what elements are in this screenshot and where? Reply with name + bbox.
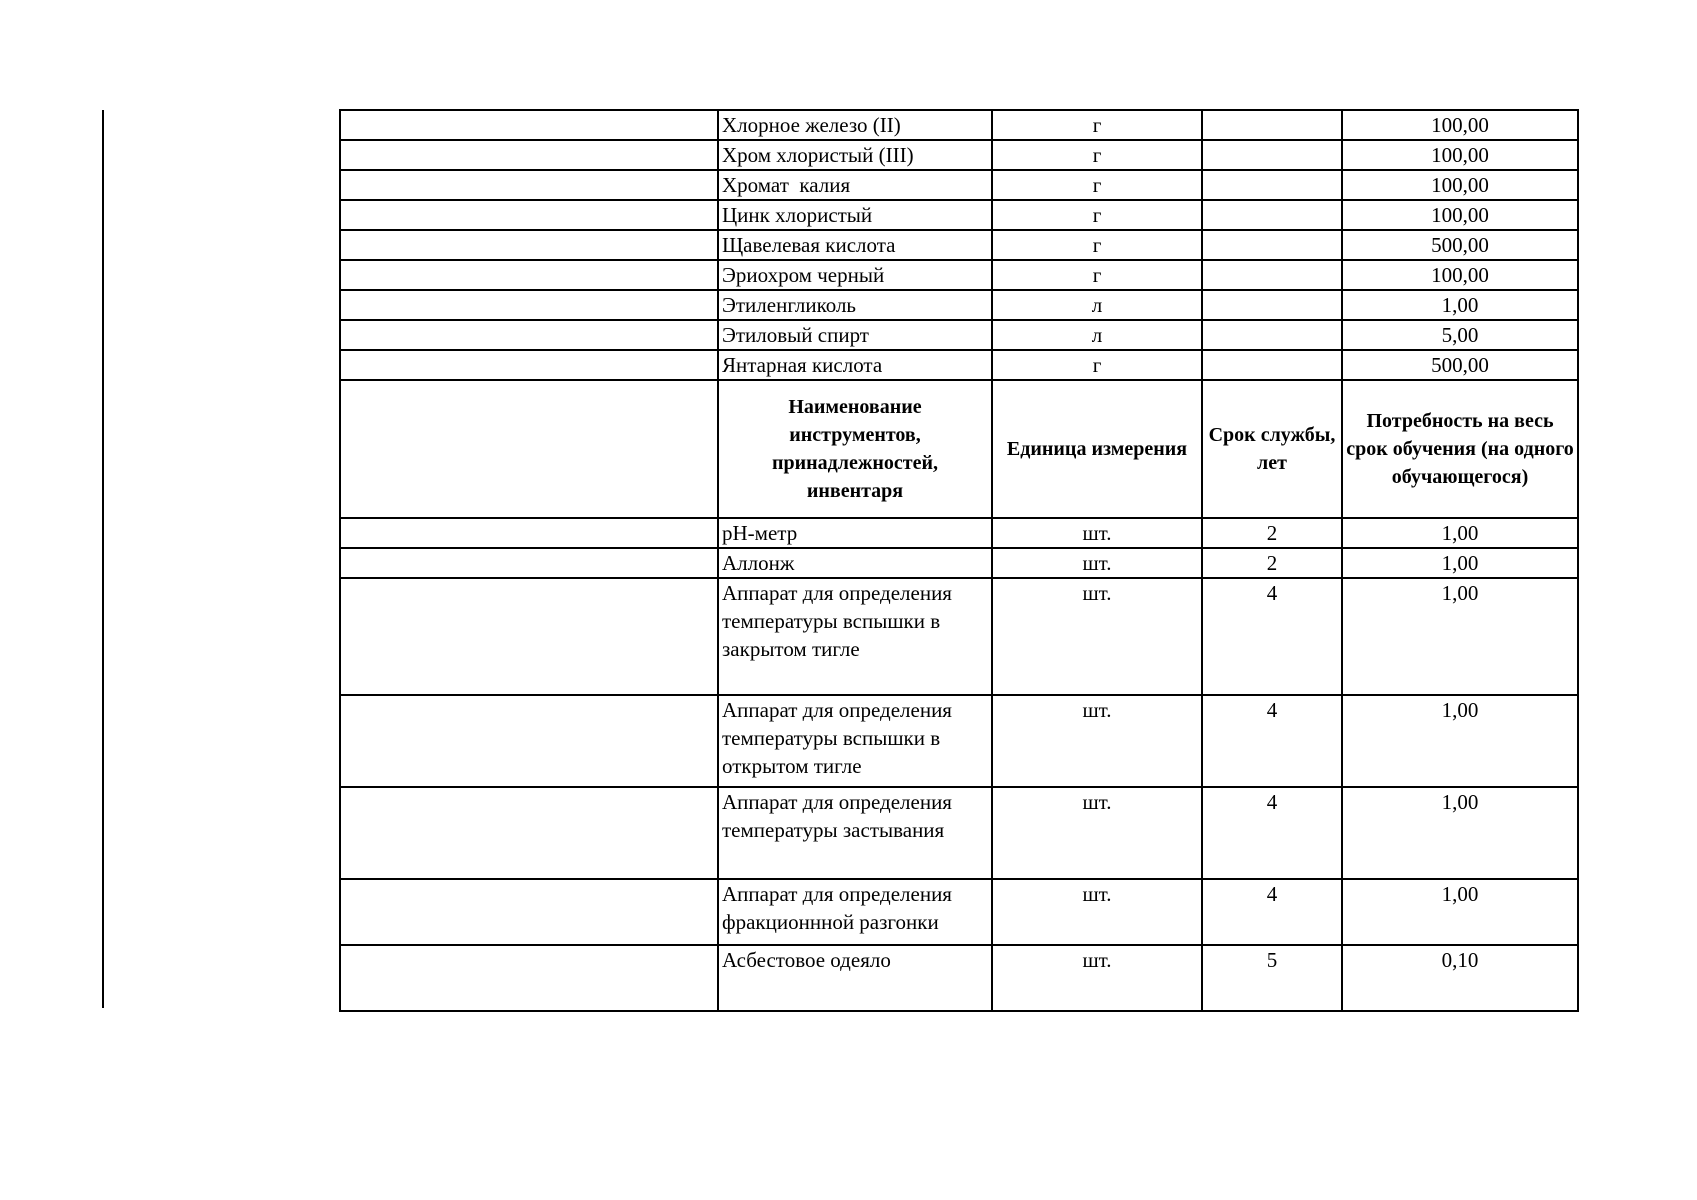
blank-cell [340,578,718,695]
item-unit: шт. [992,548,1202,578]
table-row [340,518,1578,548]
blank-cell [340,695,718,787]
blank-cell [340,380,718,518]
item-name: Эриохром черный [718,260,992,290]
item-need: 0,10 [1342,945,1578,1011]
header-life: Срок службы, лет [1202,380,1342,518]
item-life [1202,350,1342,380]
item-need: 5,00 [1342,320,1578,350]
item-unit: шт. [992,879,1202,945]
blank-cell [340,170,718,200]
table-row [340,200,1578,230]
item-life [1202,290,1342,320]
item-unit: л [992,290,1202,320]
item-unit: г [992,140,1202,170]
item-life: 5 [1202,945,1342,1011]
table-row [340,230,1578,260]
item-need: 500,00 [1342,350,1578,380]
table-row [340,110,1578,140]
item-life [1202,230,1342,260]
item-life [1202,110,1342,140]
item-life [1202,200,1342,230]
item-unit: л [992,320,1202,350]
item-name: Хром хлористый (III) [718,140,992,170]
item-need: 100,00 [1342,140,1578,170]
page-margin-line [102,110,104,1008]
table-row [340,548,1578,578]
table-row [340,140,1578,170]
item-name: Хромат калия [718,170,992,200]
blank-cell [340,320,718,350]
item-name: Аппарат для определения фракционнной разгонки [718,879,992,945]
item-name: Щавелевая кислота [718,230,992,260]
blank-cell [340,230,718,260]
item-unit: шт. [992,945,1202,1011]
item-need: 1,00 [1342,695,1578,787]
blank-cell [340,110,718,140]
item-unit: шт. [992,518,1202,548]
item-life: 4 [1202,879,1342,945]
blank-cell [340,140,718,170]
item-need: 1,00 [1342,787,1578,879]
table-row [340,695,1578,787]
blank-cell [340,350,718,380]
item-unit: шт. [992,695,1202,787]
item-unit: г [992,170,1202,200]
item-need: 100,00 [1342,200,1578,230]
table-row [340,578,1578,695]
item-life: 2 [1202,548,1342,578]
item-need: 100,00 [1342,260,1578,290]
item-unit: шт. [992,787,1202,879]
item-need: 100,00 [1342,110,1578,140]
item-name: Янтарная кислота [718,350,992,380]
table-row [340,170,1578,200]
blank-cell [340,290,718,320]
item-name: pH-метр [718,518,992,548]
item-unit: г [992,350,1202,380]
blank-cell [340,879,718,945]
table-row [340,320,1578,350]
blank-cell [340,945,718,1011]
item-name: Асбестовое одеяло [718,945,992,1011]
item-life: 4 [1202,695,1342,787]
table-row [340,350,1578,380]
table-row [340,879,1578,945]
table-row [340,787,1578,879]
item-life [1202,170,1342,200]
item-need: 1,00 [1342,578,1578,695]
item-life: 4 [1202,787,1342,879]
item-life: 4 [1202,578,1342,695]
item-life [1202,260,1342,290]
item-need: 1,00 [1342,290,1578,320]
item-unit: шт. [992,578,1202,695]
item-unit: г [992,110,1202,140]
table-row [340,260,1578,290]
item-need: 1,00 [1342,518,1578,548]
item-life [1202,140,1342,170]
item-unit: г [992,230,1202,260]
item-name: Этиленгликоль [718,290,992,320]
blank-cell [340,260,718,290]
item-need: 1,00 [1342,879,1578,945]
item-unit: г [992,200,1202,230]
item-name: Аппарат для определения температуры застывания [718,787,992,879]
blank-cell [340,787,718,879]
item-name: Аллонж [718,548,992,578]
item-need: 1,00 [1342,548,1578,578]
item-life: 2 [1202,518,1342,548]
header-name: Наименование инструментов, принадлежностей, инвентаря [718,380,992,518]
header-need: Потребность на весь срок обучения (на одного обучающегося) [1342,380,1578,518]
blank-cell [340,200,718,230]
item-unit: г [992,260,1202,290]
item-name: Хлорное железо (II) [718,110,992,140]
header-unit: Единица измерения [992,380,1202,518]
item-life [1202,320,1342,350]
item-need: 100,00 [1342,170,1578,200]
table-row [340,945,1578,1011]
table-row [340,290,1578,320]
equipment-table [339,109,1579,1012]
section-header-row [340,380,1578,518]
blank-cell [340,548,718,578]
item-need: 500,00 [1342,230,1578,260]
item-name: Аппарат для определения температуры вспышки в открытом тигле [718,695,992,787]
item-name: Аппарат для определения температуры вспышки в закрытом тигле [718,578,992,695]
item-name: Цинк хлористый [718,200,992,230]
item-name: Этиловый спирт [718,320,992,350]
blank-cell [340,518,718,548]
